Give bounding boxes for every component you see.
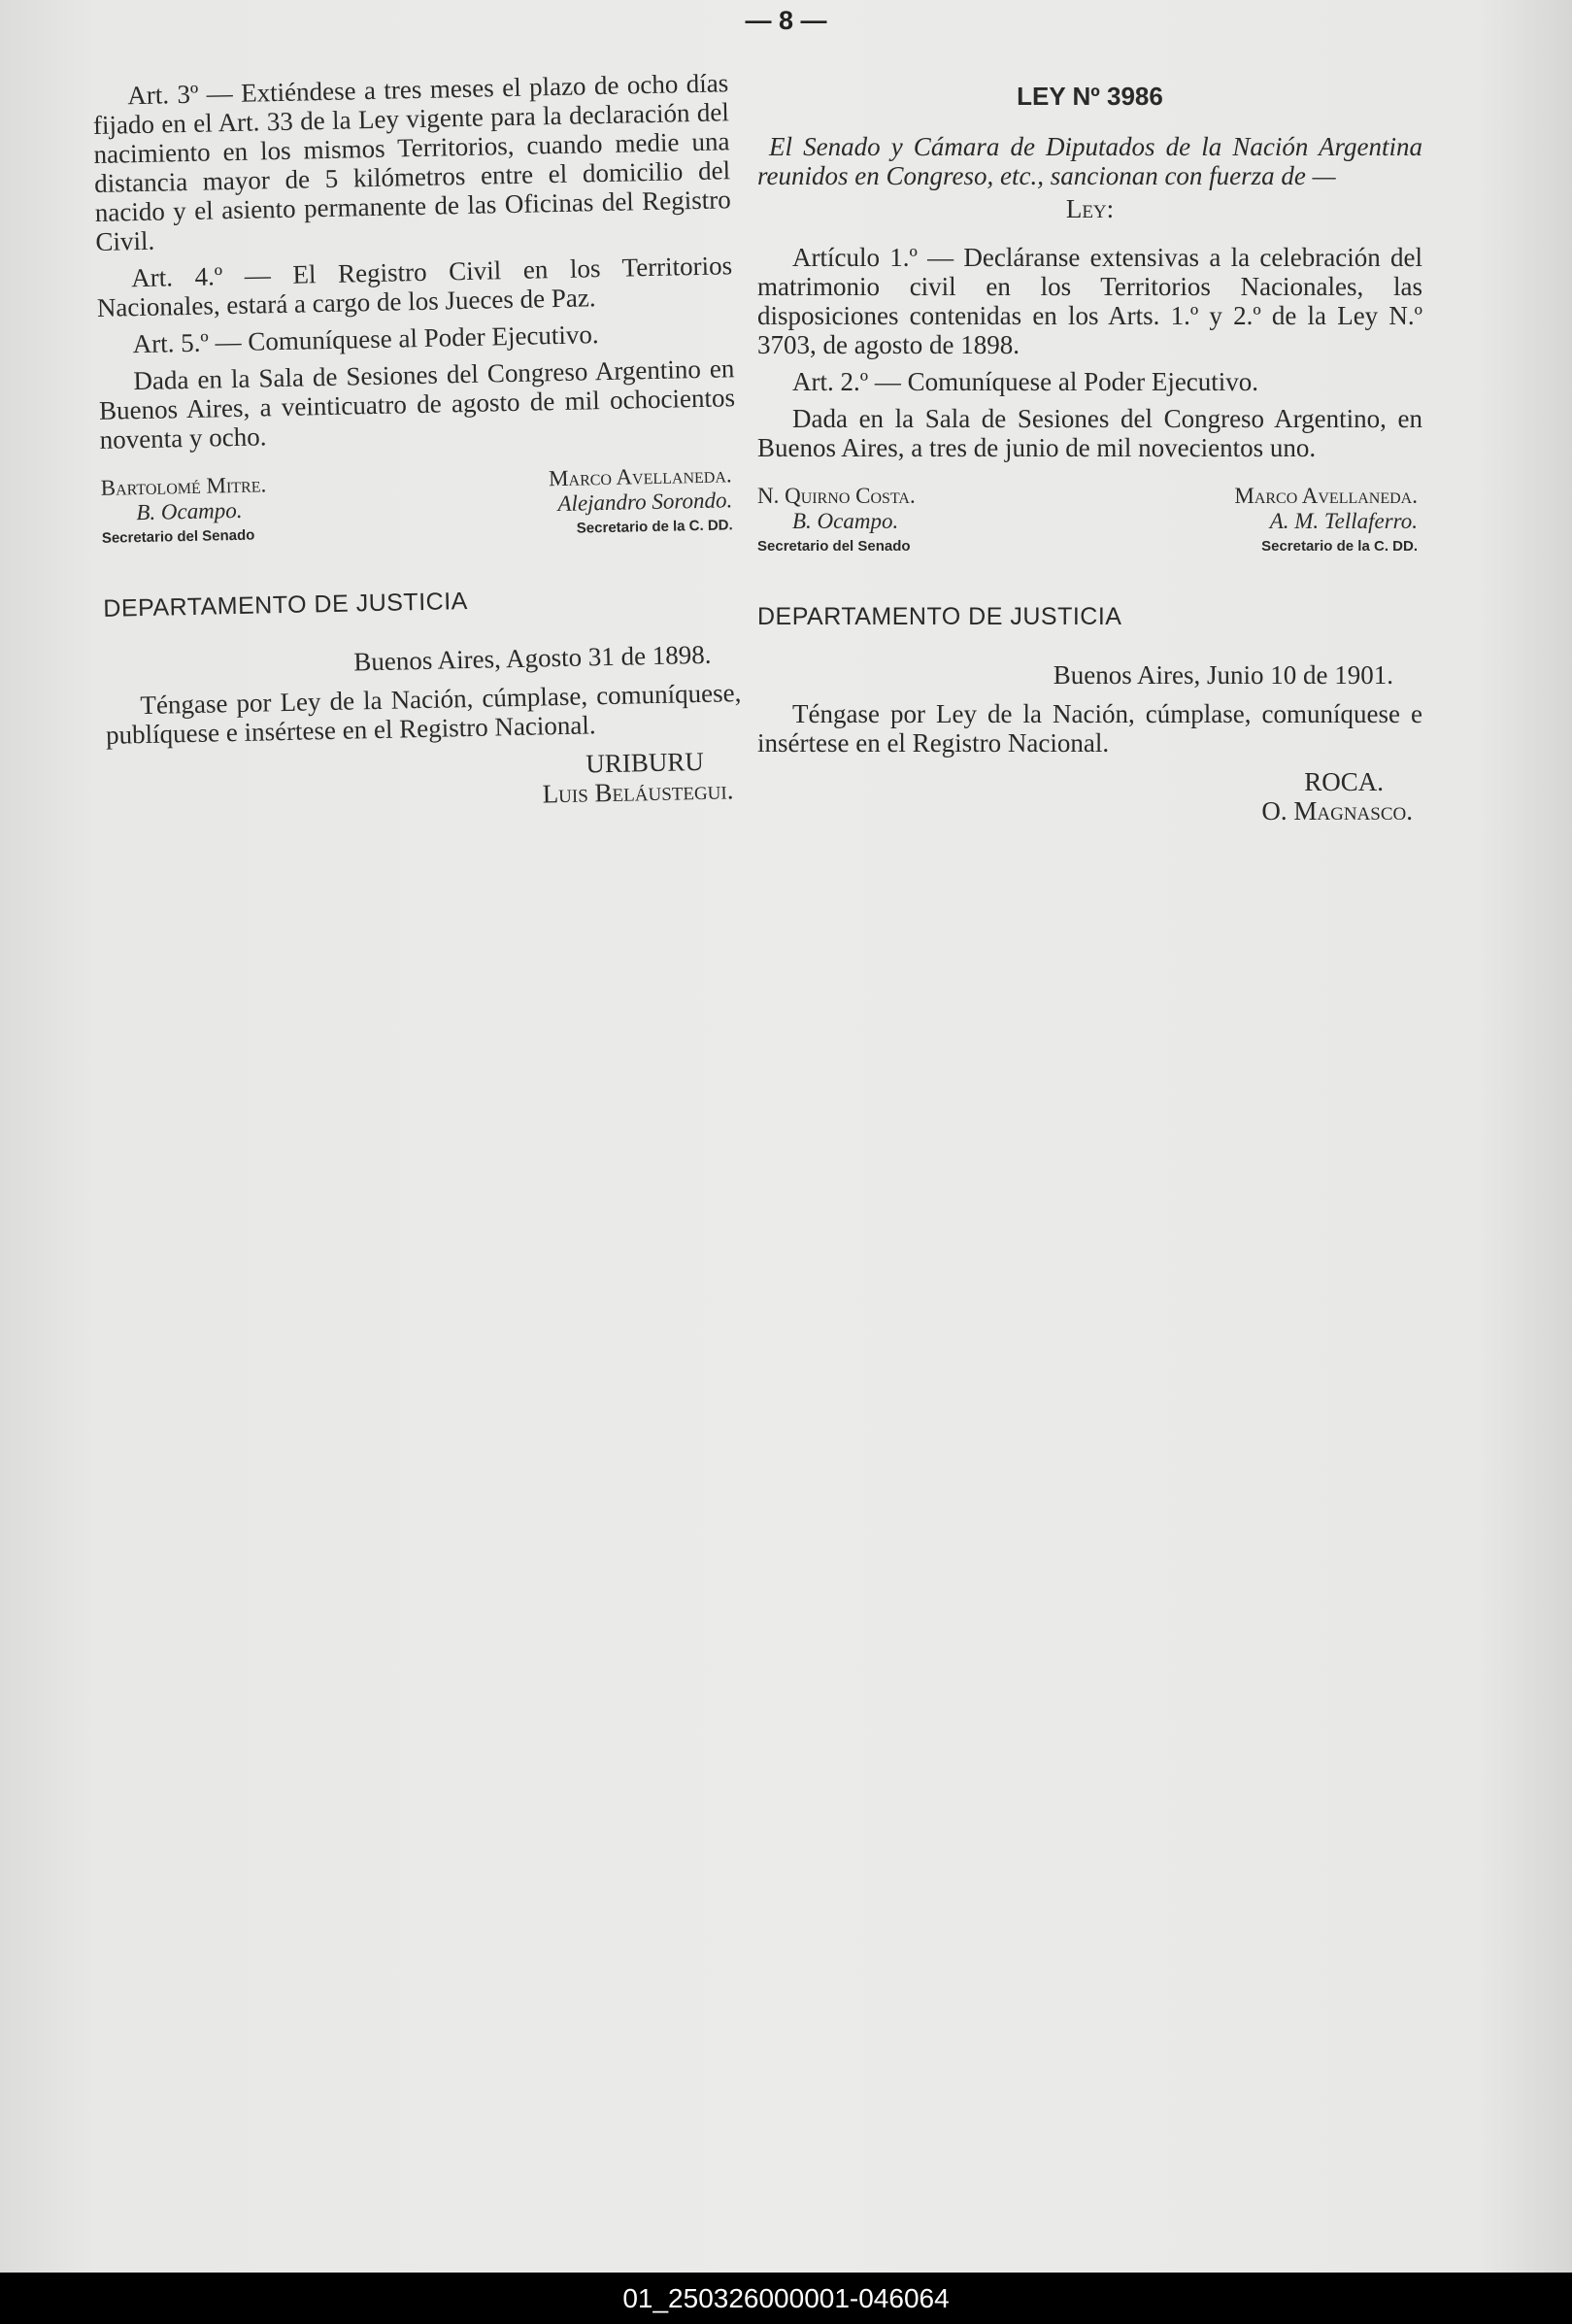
minister-signature: Luis Beláustegui. xyxy=(542,775,734,809)
signature-name: Bartolomé Mitre. xyxy=(100,472,267,500)
signature-chamber xyxy=(1160,484,1418,559)
signature-senate xyxy=(757,484,916,559)
decree-text: Téngase por Ley de la Nación, cúmplase, comuníquese e insértese en el Registro Nacional. xyxy=(757,699,1422,758)
page-number: — 8 — xyxy=(745,6,827,35)
signature-senate xyxy=(101,472,268,552)
given-clause: Dada en la Sala de Sesiones del Congreso Argentino, en Buenos Aires, a tres de junio de mil novecientos uno. xyxy=(757,404,1422,462)
president-signature: ROCA. xyxy=(1304,767,1384,796)
article-4: Art. 4.º — El Registro Civil en los Territorios Nacionales, estará a cargo de los Jueces de Paz. xyxy=(96,251,733,322)
signature-chamber xyxy=(488,462,733,543)
signature-name: N. Quirno Costa. xyxy=(757,484,916,508)
law-preamble: El Senado y Cámara de Diputados de la Nación Argentina reunidos en Congreso, etc., sancionan con fuerza de — xyxy=(757,132,1422,190)
signature-role: Secretario del Senado xyxy=(101,526,255,547)
signature-secretary: A. M. Tellaferro. xyxy=(1269,509,1418,533)
article-5: Art. 5.º — Comuníquese al Poder Ejecutivo. xyxy=(132,320,599,359)
decree-date: Buenos Aires, Junio 10 de 1901. xyxy=(1053,660,1393,690)
signature-name: Marco Avellaneda. xyxy=(548,462,732,491)
decree-text: Téngase por Ley de la Nación, cúmplase, comuníquese, publíquese e insértese en el Registro Nacional. xyxy=(105,678,742,750)
signature-secretary: B. Ocampo. xyxy=(136,497,243,525)
article-1: Artículo 1.º — Decláranse extensivas a la celebración del matrimonio civil en los Territorios Nacionales, las disposiciones contenidas en los Arts. 1.º y 2.º de la Ley N.º 3703, de agosto de 1898. xyxy=(757,243,1422,359)
article-2: Art. 2.º — Comuníquese al Poder Ejecutivo. xyxy=(792,367,1259,396)
decree-date: Buenos Aires, Agosto 31 de 1898. xyxy=(353,639,712,677)
department-heading: DEPARTAMENTO DE JUSTICIA xyxy=(757,603,1122,630)
law-title: LEY Nº 3986 xyxy=(1017,82,1163,111)
signature-role: Secretario del Senado xyxy=(757,538,911,555)
signatures xyxy=(757,484,1422,581)
scan-id-footer: 01_250326000001-046064 xyxy=(0,2273,1572,2324)
president-signature: URIBURU xyxy=(585,746,705,779)
given-clause: Dada en la Sala de Sesiones del Congreso Argentino en Buenos Aires, a veinticuatro de agosto de mil ochocientos noventa y ocho. xyxy=(98,354,736,455)
department-heading: DEPARTAMENTO DE JUSTICIA xyxy=(103,588,469,623)
signatures xyxy=(101,462,739,573)
signature-role: Secretario de la C. DD. xyxy=(576,517,733,537)
minister-signature: O. Magnasco. xyxy=(1261,796,1413,825)
signature-secretary: Alejandro Sorondo. xyxy=(557,488,733,517)
right-column xyxy=(757,82,1422,825)
signature-role: Secretario de la C. DD. xyxy=(1261,538,1418,555)
law-label: Ley: xyxy=(1065,194,1115,223)
signature-secretary: B. Ocampo. xyxy=(792,509,899,533)
article-3: Art. 3º — Extiéndese a tres meses el plazo de ocho días fijado en el Art. 33 de la Ley vigente para la declaración del nacimiento en los mismos Territorios, cuando medie una distancia mayor de 5 kilómetros entre el domicilio del nacido y el asiento permanente de las Oficinas del Registro Civil. xyxy=(92,68,731,256)
signature-name: Marco Avellaneda. xyxy=(1234,484,1418,508)
left-column xyxy=(92,68,744,818)
